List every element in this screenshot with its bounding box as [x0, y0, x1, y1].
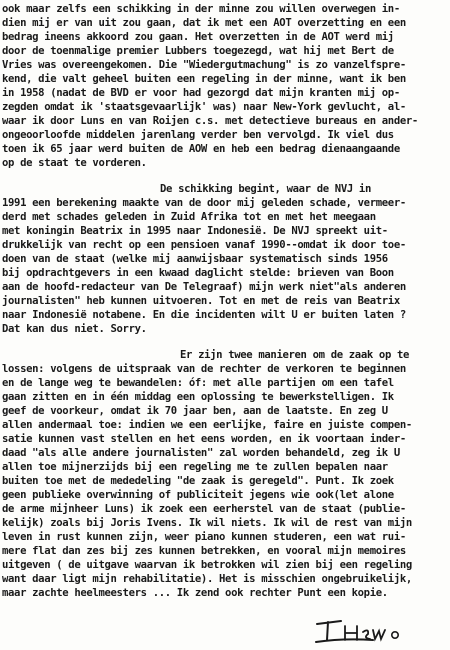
text-line: drukkelijk van recht op een pensioen vanaf 1990--omdat ik door toe-	[2, 239, 406, 251]
text-line: bij opdrachtgevers in een kwaad daglicht stelde: brieven van Boon	[2, 267, 394, 279]
text-line: buiten toe met de mededeling "de zaak is geregeld". Punt. Ik zoek	[2, 475, 394, 487]
text-line: door de toenmalige premier Lubbers toegezegd, wat hij met Bert de	[2, 45, 394, 57]
text-line: mere flat dan zes bij zes kunnen betrekken, en vooral mijn memoires	[2, 545, 406, 557]
text-line: en de lange weg te bewandelen: óf: met alle partijen om een tafel	[2, 377, 394, 389]
text-line: dien mij er van uit zou gaan, dat ik met een AOT overzetting en een	[2, 17, 406, 29]
text-line: allen toe mijnerzijds bij een regeling me te zullen bepalen naar	[2, 461, 388, 473]
text-line: in 1958 (nadat de BVD er voor had gezorgd dat mijn kranten mij op-	[2, 87, 400, 99]
text-line: doen van de staat (welke mij aanwijsbaar systematisch sinds 1956	[2, 253, 388, 265]
text-line: satie kunnen vast stellen en het eens worden, en ik voortaan inder-	[2, 433, 406, 445]
paragraph-start-line: Er zijn twee manieren om de zaak op te	[180, 349, 410, 361]
text-line: bedrag ineens akkoord zou gaan. Het overzetten in de AOT werd mij	[2, 31, 394, 43]
text-line: maar zachte heelmeesters ... Ik zend ook rechter Punt een kopie.	[2, 587, 388, 599]
text-line: aan de hoofd-redacteur van De Telegraaf) mijn werk niet"als anderen	[2, 281, 406, 293]
text-line: uitgeven ( de uitgave waarvan ik betrokken wil zien bij een regeling	[2, 559, 412, 571]
text-line: daad "als alle andere journalisten" zal worden behandeld, zeg ik U	[2, 447, 400, 459]
text-line: ongeoorloofde middelen jarenlang verder ben vervolgd. Ik viel dus	[2, 129, 394, 141]
text-line: waar ik door Luns en van Roijen c.s. met detectieve bureaus en ander-	[2, 115, 418, 127]
text-line: zegden omdat ik 'staatsgevaarlijk' was) naar New-York gevlucht, al-	[2, 101, 406, 113]
text-line: want daar ligt mijn rehabilitatie). Het is misschien ongebruikelijk,	[2, 573, 412, 585]
handwritten-signature	[313, 618, 413, 646]
text-line: met koningin Beatrix in 1995 naar Indonesië. De NVJ spreekt uit-	[2, 225, 388, 237]
text-line: allen andermaal toe: indien we een eerlijke, faire en juiste compen-	[2, 419, 412, 431]
text-line: 1991 een berekening maakte van de door mij geleden schade, vermeer-	[2, 197, 406, 209]
text-line: gaan zitten en in één middag een oplossing te bewerkstelligen. Ik	[2, 391, 394, 403]
paragraph-start-line: De schikking begint, waar de NVJ in	[160, 183, 371, 195]
text-line: geef de voorkeur, omdat ik 70 jaar ben, aan de laatste. En zeg U	[2, 405, 388, 417]
text-line: Dat kan dus niet. Sorry.	[2, 323, 147, 335]
text-line: geen publieke overwinning of publiciteit jegens wie ook(let alone	[2, 489, 394, 501]
text-line: op de staat te vorderen.	[2, 157, 147, 169]
text-line: kend, die valt geheel buiten een regeling in der minne, want ik ben	[2, 73, 406, 85]
text-line: Vries was overeengekomen. Die "Wiedergutmachung" is zo vanzelfspre-	[2, 59, 406, 71]
text-line: toen ik 65 jaar werd buiten de AOW en heb een bedrag dienaangaande	[2, 143, 400, 155]
text-line: journalisten" heb kunnen uitvoeren. Tot en met de reis van Beatrix	[2, 295, 400, 307]
text-line: lossen: volgens de uitspraak van de rechter de verkoren te beginnen	[2, 363, 406, 375]
text-line: leven in rust kunnen zijn, weer piano kunnen studeren, een wat rui-	[2, 531, 406, 543]
text-line: de arme mijnheer Luns) ik zoek een eerherstel van de staat (publie-	[2, 503, 406, 515]
text-line: naar Indonesië notabene. En die incidenten wilt U er buiten laten ?	[2, 309, 406, 321]
text-line: derd met schades geleden in Zuid Afrika tot en met het meegaan	[2, 211, 376, 223]
text-line: ook maar zelfs een schikking in der minne zou willen overwegen in-	[2, 3, 400, 15]
text-line: kelijk) zoals bij Joris Ivens. Ik wil niets. Ik wil de rest van mijn	[2, 517, 412, 529]
